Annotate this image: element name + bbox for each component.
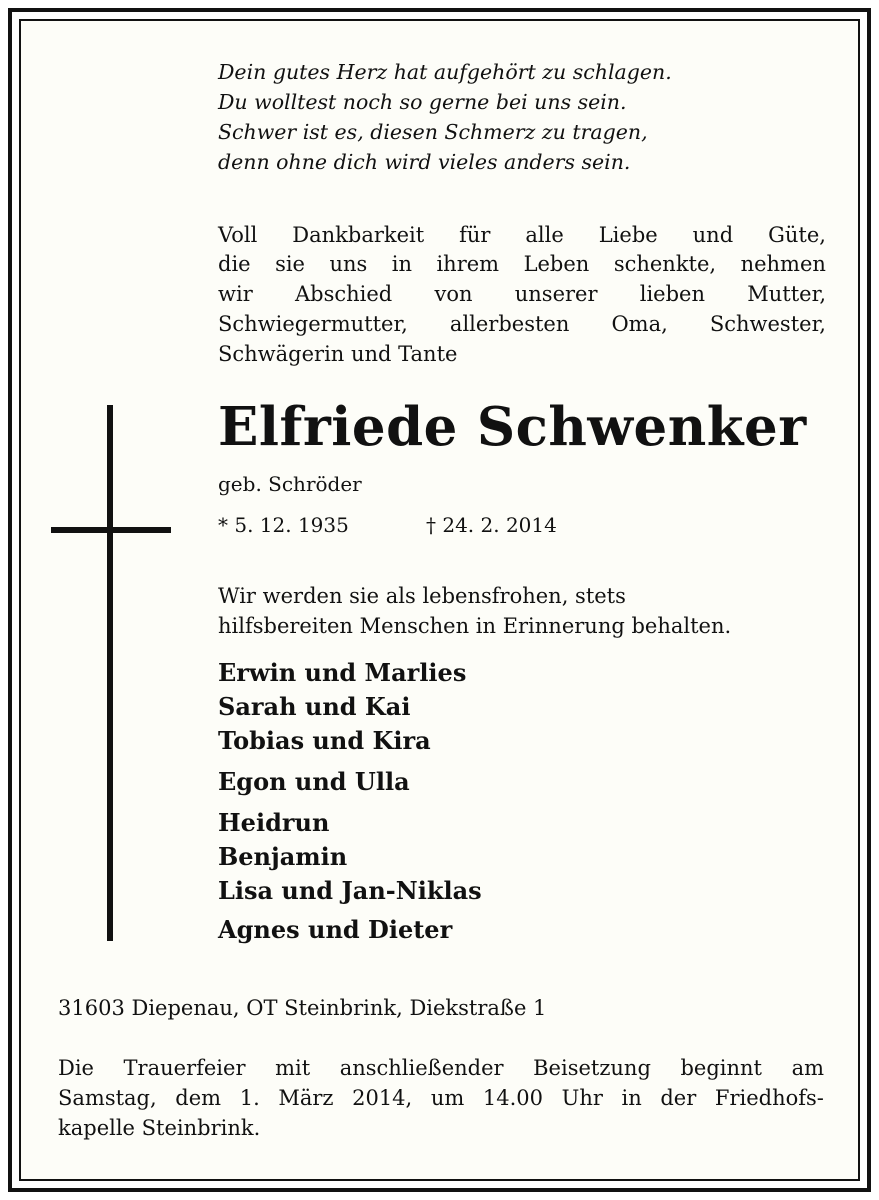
mourner-name: Erwin und Marlies [218,658,467,687]
word: von [434,282,473,306]
poem-line: Du wolltest noch so gerne bei uns sein. [218,90,627,114]
word: mit [275,1056,311,1080]
intro-line [218,221,826,250]
word: Schwiegermutter, [218,312,408,336]
deceased-name: Elfriede Schwenker [218,396,807,458]
word: anschließender [339,1056,504,1080]
word: alle [525,223,564,247]
word: dem [175,1086,222,1110]
word: am [791,1056,824,1080]
remembrance-line: hilfsbereiten Menschen in Erinnerung behalten. [218,614,732,638]
word: der [660,1086,697,1110]
word: Schwester, [709,312,826,336]
mourner-name: Benjamin [218,842,348,871]
word: die [218,252,251,276]
word: Mutter, [747,282,826,306]
word: 14.00 [482,1086,544,1110]
remembrance-line: Wir werden sie als lebensfrohen, stets [218,584,626,608]
birth-name: geb. Schröder [218,472,362,496]
intro-line [218,250,826,279]
word: in [621,1086,642,1110]
ceremony-line: kapelle Steinbrink. [58,1116,261,1140]
mourner-name: Lisa und Jan-Niklas [218,876,482,905]
poem-line: Schwer ist es, diesen Schmerz zu tragen, [218,120,648,144]
word: Dankbarkeit [292,223,425,247]
mourner-name: Agnes und Dieter [218,915,453,944]
ceremony-line [58,1054,824,1083]
word: Abschied [294,282,393,306]
intro-line: Schwägerin und Tante [218,342,458,366]
word: Die [58,1056,94,1080]
word: für [459,223,491,247]
word: Trauerfeier [123,1056,246,1080]
mourner-name: Heidrun [218,808,330,837]
word: nehmen [740,252,826,276]
word: beginnt [680,1056,762,1080]
word: in [391,252,412,276]
intro-line [218,280,826,309]
intro-line [218,310,826,339]
word: allerbesten [449,312,570,336]
cross-horizontal-bar [51,527,171,533]
word: lieben [639,282,706,306]
word: unserer [514,282,598,306]
word: Oma, [611,312,668,336]
word: Uhr [561,1086,603,1110]
death-date: † 24. 2. 2014 [426,513,557,537]
word: und [692,223,734,247]
word: schenkte, [613,252,717,276]
word: Liebe [598,223,658,247]
mourner-name: Sarah und Kai [218,692,411,721]
address: 31603 Diepenau, OT Steinbrink, Diekstraße 1 [58,996,547,1020]
word: Friedhofs- [714,1086,824,1110]
word: Beisetzung [533,1056,651,1080]
word: 1. [239,1086,260,1110]
ceremony-line [58,1084,824,1113]
word: Güte, [768,223,826,247]
word: 2014, [352,1086,413,1110]
cross-vertical-bar [107,405,113,941]
word: wir [218,282,253,306]
word: um [430,1086,465,1110]
word: März [278,1086,334,1110]
word: Samstag, [58,1086,157,1110]
poem-line: Dein gutes Herz hat aufgehört zu schlagen. [218,60,672,84]
word: Leben [523,252,590,276]
mourner-name: Tobias und Kira [218,726,431,755]
word: Voll [218,223,258,247]
mourner-name: Egon und Ulla [218,767,410,796]
word: ihrem [436,252,500,276]
word: uns [329,252,368,276]
word: sie [275,252,305,276]
birth-date: * 5. 12. 1935 [218,513,349,537]
poem-line: denn ohne dich wird vieles anders sein. [218,150,631,174]
